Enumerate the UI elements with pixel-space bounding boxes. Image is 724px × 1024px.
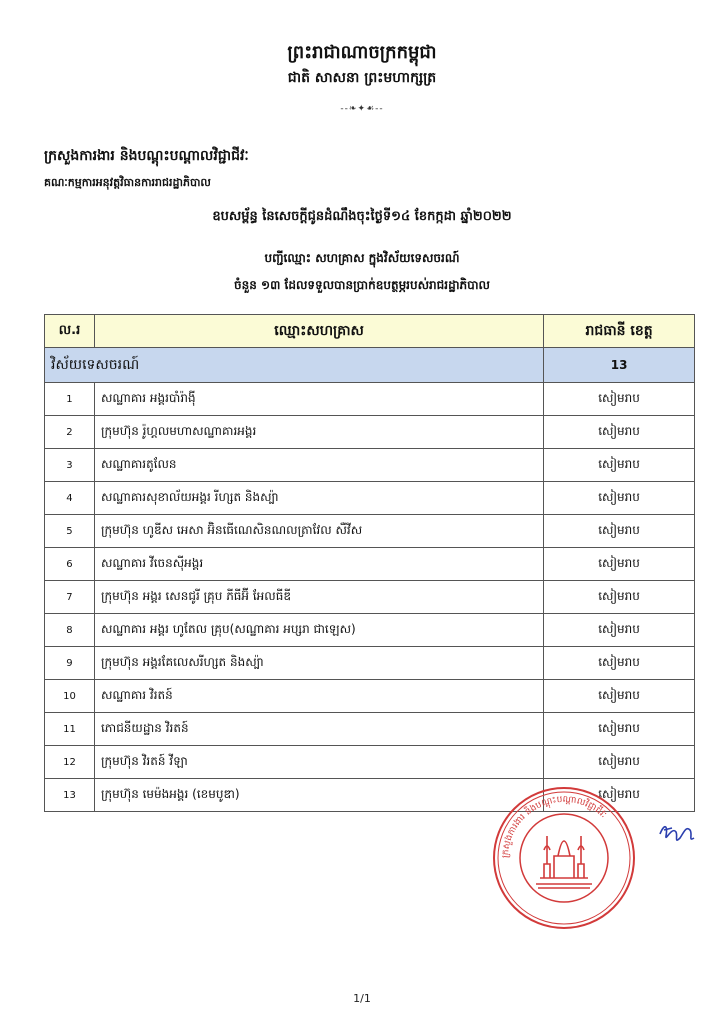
table-row [45,548,695,581]
province-name: សៀមរាប [544,482,695,515]
list-title: បញ្ជីឈ្មោះ សហគ្រាស ក្នុងវិស័យទេសចរណ៍ [264,251,460,265]
table-row [45,581,695,614]
page-number: 1/1 [353,992,371,1005]
official-seal [492,786,636,930]
header-ornament: --❧✦☙-- [340,104,384,114]
province-name: សៀមរាប [544,449,695,482]
enterprise-name: សណ្ឋាគារ វីចេនស៊ីអង្គរ [94,548,543,581]
row-number: 11 [45,713,95,746]
province-name: សៀមរាប [544,680,695,713]
row-number: 4 [45,482,95,515]
row-number: 10 [45,680,95,713]
province-name: សៀមរាប [544,614,695,647]
province-name: សៀមរាប [544,713,695,746]
enterprise-name: ក្រុមហ៊ុន មេម៉ងអង្គរ (ខេមបូឌា) [94,779,543,812]
province-name: សៀមរាប [544,548,695,581]
signature-mark [656,818,698,848]
table-row [45,680,695,713]
enterprise-table [44,314,695,812]
province-name: សៀមរាប [544,647,695,680]
committee-name: គណៈកម្មការអនុវត្តវិធានការរាជរដ្ឋាភិបាល [44,176,211,189]
ministry-name: ក្រសួងការងារ និងបណ្តុះបណ្តាលវិជ្ជាជីវៈ [44,148,249,164]
enterprise-name: ក្រុមហ៊ុន រ៉ូហ្គលមហាសណ្ឋាគារអង្គរ [94,416,543,449]
enterprise-name: សណ្ឋាគារ អង្គរ ហូតែល គ្រុប(សណ្ឋាគារ អប្សរា ជាឡេស) [94,614,543,647]
table-row [45,746,695,779]
row-number: 7 [45,581,95,614]
table-row [45,713,695,746]
row-number: 8 [45,614,95,647]
seal-inner-ring [498,792,630,924]
province-name: សៀមរាប [544,746,695,779]
table-row [45,515,695,548]
seal-outer-ring [494,788,634,928]
enterprise-name: ភោជនីយដ្ឋាន វិរតន៍ [94,713,543,746]
list-count: ចំនួន ១៣ ដែលទទួលបានប្រាក់ឧបត្ថម្ភរបស់រាជរដ្ឋាភិបាល [234,278,490,292]
national-motto: ជាតិ សាសនា ព្រះមហាក្សត្រ [287,70,437,86]
province-name: សៀមរាប [544,779,695,812]
header-number: ល.រ [45,315,95,348]
table-row [45,383,695,416]
row-number: 1 [45,383,95,416]
row-number: 13 [45,779,95,812]
row-number: 9 [45,647,95,680]
province-name: សៀមរាប [544,416,695,449]
section-row [45,348,695,383]
province-name: សៀមរាប [544,581,695,614]
enterprise-name: ក្រុមហ៊ុន វិរតន៍ វីឡា [94,746,543,779]
enterprise-name: ក្រុមហ៊ុន អង្គរគែលេសរីហ្សត និងស្ប៉ា [94,647,543,680]
annex-title: ឧបសម្ព័ន្ធ នៃសេចក្តីជូនដំណឹងចុះថ្ងៃទី១៤ ខែកក្កដា ឆ្នាំ២០២២ [212,209,512,224]
header-enterprise-name: ឈ្មោះសហគ្រាស [94,315,543,348]
table-row [45,482,695,515]
angkor-temple-icon [536,836,592,888]
section-label: វិស័យទេសចរណ៍ [45,348,544,383]
seal-text: ក្រសួងការងារ និងបណ្តុះបណ្តាលវិជ្ជាជីវៈ [500,794,609,859]
table-header-row [45,315,695,348]
enterprise-name: សណ្ឋាគារ អង្គរបាំរ៉ាង៉ី [94,383,543,416]
enterprise-name: សណ្ឋាគារ វិរតន៍ [94,680,543,713]
section-count: 13 [544,348,695,383]
row-number: 5 [45,515,95,548]
row-number: 3 [45,449,95,482]
table-row [45,647,695,680]
header-province: រាជធានី ខេត្ត [544,315,695,348]
enterprise-name: ក្រុមហ៊ុន អង្គរ សេនជូរី គ្រុប ភីធីអ៊ី អែលធីឌី [94,581,543,614]
province-name: សៀមរាប [544,515,695,548]
row-number: 2 [45,416,95,449]
row-number: 6 [45,548,95,581]
province-name: សៀមរាប [544,383,695,416]
table-row [45,416,695,449]
enterprise-name: សណ្ឋាគារតូលែន [94,449,543,482]
kingdom-heading: ព្រះរាជាណាចក្រកម្ពុជា [287,42,437,63]
enterprise-name: សណ្ឋាគារសុខាល័យអង្គរ រីហ្សត និងស្ប៉ា [94,482,543,515]
table-row [45,449,695,482]
row-number: 12 [45,746,95,779]
table-row [45,614,695,647]
enterprise-name: ក្រុមហ៊ុន ហូឌីស អេសា អ៊ិនធើណេសិនណលត្រាវែល សឺវីស [94,515,543,548]
